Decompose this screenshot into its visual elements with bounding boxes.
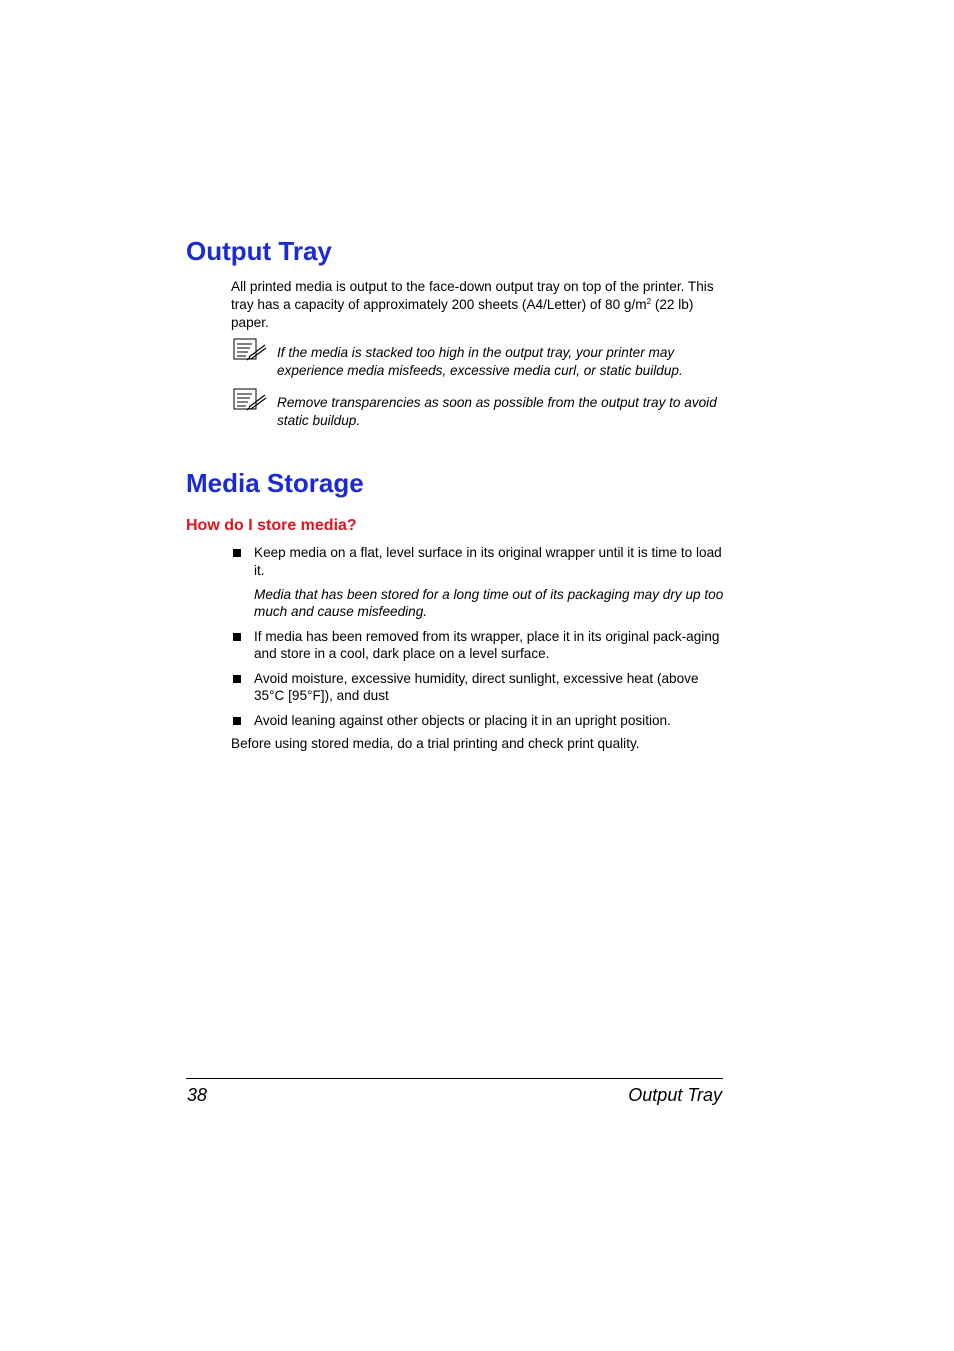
list-item <box>231 628 726 664</box>
note-pencil-icon <box>233 338 267 362</box>
output-tray-paragraph-text: All printed media is output to the face-down output tray on top of the printer. This tray has a capacity of approximately 200 sheets (A4/Letter) of 80 g/m <box>231 279 714 312</box>
subheading-how-store-media: How do I store media? <box>186 517 357 534</box>
square-bullet-icon <box>233 717 241 725</box>
output-tray-paragraph <box>231 278 726 331</box>
bullet-text: If media has been removed from its wrapper, place it in its original pack-aging and store in a cool, dark place on a level surface. <box>254 628 720 662</box>
superscript-two: 2 <box>646 296 652 306</box>
list-item <box>231 670 726 706</box>
note-1-text: If the media is stacked too high in the output tray, your printer may experience media misfeeds, excessive media curl, or static buildup. <box>277 345 683 378</box>
output-tray-paragraph-tail: (22 lb) paper. <box>231 296 694 330</box>
square-bullet-icon <box>233 633 241 641</box>
heading-output-tray: Output Tray <box>186 236 332 266</box>
page-number: 38 <box>187 1085 208 1105</box>
note-2-text: Remove transparencies as soon as possible from the output tray to avoid static buildup. <box>277 395 717 428</box>
bullet-text: Avoid moisture, excessive humidity, direct sunlight, excessive heat (above 35°C [95°F]), and dust <box>254 670 699 704</box>
list-item <box>231 712 726 730</box>
square-bullet-icon <box>233 549 241 557</box>
bullet-note: Media that has been stored for a long time out of its packaging may dry up too much and cause misfeeding. <box>254 586 724 620</box>
storage-bullet-list <box>231 544 726 736</box>
bullet-text: Avoid leaning against other objects or placing it in an upright position. <box>254 712 671 728</box>
note-pencil-icon <box>233 388 267 412</box>
list-item <box>231 544 726 621</box>
footer-rule <box>186 1078 723 1079</box>
footer-section-title: Output Tray <box>628 1085 722 1105</box>
bullet-text: Keep media on a flat, level surface in its original wrapper until it is time to load it. <box>254 545 722 578</box>
closing-paragraph: Before using stored media, do a trial printing and check print quality. <box>231 736 640 751</box>
heading-media-storage: Media Storage <box>186 468 364 498</box>
square-bullet-icon <box>233 675 241 683</box>
